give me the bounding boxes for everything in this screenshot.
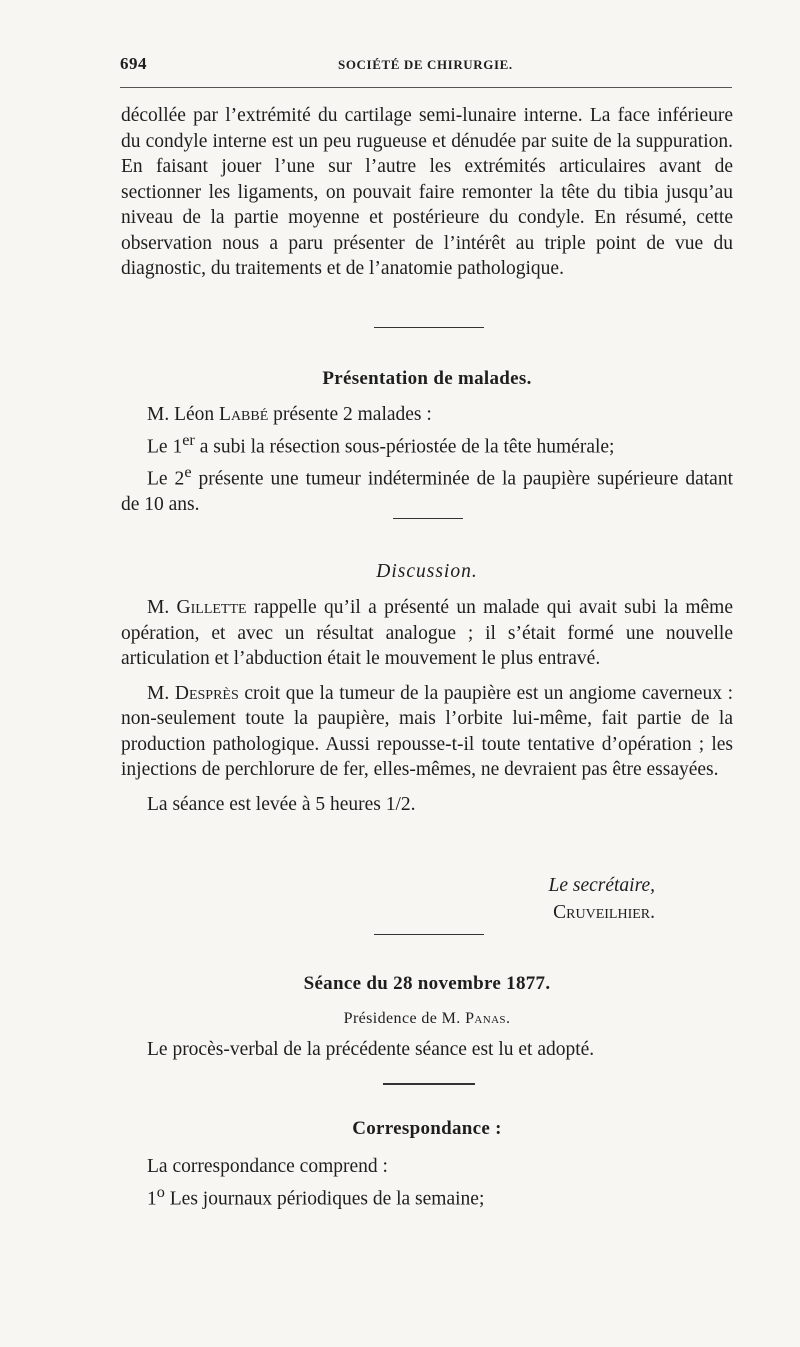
correspondance-intro: La correspondance comprend : bbox=[147, 1156, 388, 1177]
discussion-section bbox=[121, 595, 733, 817]
continuation-paragraph bbox=[121, 103, 733, 282]
seance-heading: Séance du 28 novembre 1877. bbox=[303, 973, 551, 994]
signature-title: Le secrétaire, bbox=[548, 875, 655, 896]
section-divider bbox=[383, 1083, 475, 1085]
presentation-intro: M. Léon Labbé présente 2 malades : bbox=[147, 404, 432, 425]
surgeon-name: Desprès bbox=[174, 682, 239, 704]
presentation-section bbox=[121, 402, 733, 517]
case-two: Le 2e présente une tumeur indéterminée de la paupière supérieure datant de 10 ans. bbox=[121, 462, 733, 515]
section-divider bbox=[374, 327, 484, 328]
running-head: SOCIÉTÉ DE CHIRURGIE. bbox=[338, 57, 513, 72]
section-divider bbox=[374, 934, 484, 935]
presentation-heading: Présentation de malades. bbox=[322, 368, 532, 389]
correspondance-heading: Correspondance : bbox=[352, 1118, 502, 1139]
closing-line: La séance est levée à 5 heures 1/2. bbox=[147, 793, 416, 815]
header-rule bbox=[120, 87, 732, 88]
surgeon-name: Labbé bbox=[219, 404, 269, 425]
case-one: Le 1er a subi la résection sous-périostée de la tête humérale; bbox=[147, 430, 615, 457]
correspondance-item-1: 1$^o$ Les journaux périodiques de la semaine; bbox=[147, 1182, 485, 1209]
surgeon-name: Gillette bbox=[176, 597, 247, 618]
discussion-paragraph-2: M. Desprès croit que la tumeur de la paupière est un angiome caverneux : non-seulement toute la paupière, mais l’orbite lui-même, fait partie de la production pathologique. Aussi repousse-t-il toute tentative d’opération ; les injections de perchlorure de fer, elles-mêmes, ne devraient pas être essayées. bbox=[121, 682, 734, 780]
section-divider bbox=[393, 518, 463, 519]
page-number: 694 bbox=[120, 54, 147, 73]
minutes-text: Le procès-verbal de la précédente séance est lu et adopté. bbox=[147, 1039, 595, 1060]
president-name: Panas. bbox=[465, 1010, 511, 1027]
signature-block bbox=[121, 872, 655, 926]
presidency-line: Présidence de M. Panas. bbox=[343, 1010, 511, 1027]
continuation-text: décollée par l’extrémité du cartilage semi-lunaire interne. La face inférieure du condyle interne est un peu rugueuse et dénudée par suite de la suppuration. En faisant jouer l’une sur l’autre les extrémités articulaires avant de sectionner les ligaments, on pouvait faire remonter la tête du tibia jusqu’au niveau de la partie moyenne et postérieure du condyle. En résumé, cette observation nous a paru présenter de l’intérêt au triple point de vue du diagnostic, du traitements et de l’anatomie pathologique. bbox=[121, 105, 733, 279]
minutes-section bbox=[121, 1037, 733, 1063]
correspondance-section bbox=[121, 1154, 733, 1212]
discussion-paragraph-1: M. Gillette rappelle qu’il a présenté un malade qui avait subi la même opération, et avec un résultat analogue ; il s’était formé une nouvelle articulation et l’abduction était le mouvement le plus entravé. bbox=[121, 597, 733, 669]
discussion-heading: Discussion. bbox=[376, 561, 478, 582]
page-header bbox=[120, 54, 732, 80]
signature-name: Cruveilhier. bbox=[553, 902, 655, 923]
